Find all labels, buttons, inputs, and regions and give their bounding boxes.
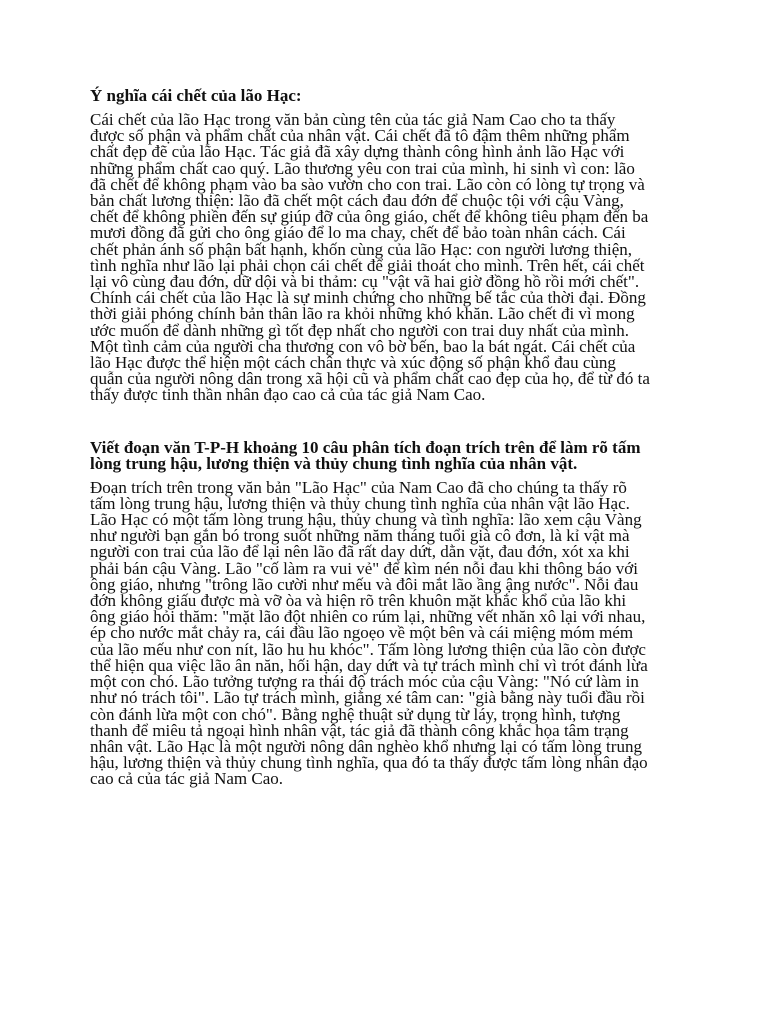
section-paragraph: Cái chết của lão Hạc trong văn bản cùng tên của tác giả Nam Cao cho ta thấy được số phận và phẩm chất của nhân vật. Cái chết đã tô đậm thêm những phẩm chất đẹp đẽ của lão Hạc. Tác giả đã xây dựng thành công hình ảnh lão Hạc với những phẩm chất cao quý. Lão thương yêu con trai của mình, hi sinh vì con: lão đã chết để không phạm vào ba sào vườn cho con trai. Lão còn có lòng tự trọng và bản chất lương thiện: lão đã chết một cách đau đớn để chuộc tội với cậu Vàng, chết để không phiền đến sự giúp đỡ của ông giáo, chết để không tiêu phạm đến ba mươi đồng đã gửi cho ông giáo để lo ma chay, chết để bảo toàn nhân cách. Cái chết phản ánh số phận bất hạnh, khốn cùng của lão Hạc: con người lương thiện, tình nghĩa như lão lại phải chọn cái chết để giải thoát cho mình. Trên hết, cái chết lại vô cùng đau đớn, dữ dội và bi thảm: cụ "vật vã hai giờ đồng hồ rồi mới chết". Chính cái chết của lão Hạc là sự minh chứng cho những bế tắc của thời đại. Đồng thời giải phóng chính bản thân lão ra khỏi những khó khăn. Lão chết đi vì mong ước muốn để dành những gì tốt đẹp nhất cho người con trai duy nhất của mình. Một tình cảm của người cha thương con vô bờ bến, bao la bát ngát. Cái chết của lão Hạc được thể hiện một cách chân thực và xúc động số phận khổ đau cùng quẫn của người nông dân trong xã hội cũ và phẩm chất cao đẹp của họ, để từ đó ta thấy được tinh thần nhân đạo cao cả của tác giả Nam Cao.	[90, 110, 650, 405]
section-paragraph-assignment	[90, 437, 650, 789]
document-page	[90, 88, 650, 788]
section-heading: Ý nghĩa cái chết của lão Hạc:	[90, 86, 302, 105]
section-meaning-of-death	[90, 88, 650, 404]
section-heading: Viết đoạn văn T-P-H khoảng 10 câu phân tích đoạn trích trên để làm rõ tấm lòng trung hậu, lương thiện và thủy chung tình nghĩa của nhân vật.	[90, 437, 641, 473]
section-paragraph: Đoạn trích trên trong văn bản "Lão Hạc" của Nam Cao đã cho chúng ta thấy rõ tấm lòng trung hậu, lương thiện và thủy chung tình nghĩa của nhân vật lão Hạc. Lão Hạc có một tấm lòng trung hậu, thủy chung và tình nghĩa: lão xem cậu Vàng như người bạn gắn bó trong suốt những năm tháng tuổi già cô đơn, là kỉ vật mà người con trai của lão để lại nên lão đã rất day dứt, dằn vặt, đau đớn, xót xa khi phải bán cậu Vàng. Lão "cố làm ra vui vẻ" để kìm nén nỗi đau khi thông báo với ông giáo, nhưng "trông lão cười như mếu và đôi mắt lão ầng ậng nước". Nỗi đau đớn không giấu được mà vỡ òa và hiện rõ trên khuôn mặt khắc khổ của lão khi ông giáo hỏi thăm: "mặt lão đột nhiên co rúm lại, những vết nhăn xô lại với nhau, ép cho nước mắt chảy ra, cái đầu lão ngoẹo về một bên và cái miệng móm mém của lão mếu như con nít, lão hu hu khóc". Tấm lòng lương thiện của lão còn được thể hiện qua việc lão ân năn, hối hận, day dứt và tự trách mình chỉ vì trót đánh lừa một con chó. Lão tưởng tượng ra thái độ trách móc của cậu Vàng: "Nó cứ làm in như nó trách tôi". Lão tự trách mình, giằng xé tâm can: "già bằng này tuổi đầu rồi còn đánh lừa một con chó". Bằng nghệ thuật sử dụng từ láy, trọng hình, tượng thanh để miêu tả ngoại hình nhân vật, tác giả đã thành công khắc họa tâm trạng nhân vật. Lão Hạc là một người nông dân nghèo khổ nhưng lại có tấm lòng trung hậu, lương thiện và thủy chung tình nghĩa, qua đó ta thấy được tấm lòng nhân đạo cao cả của tác giả Nam Cao.	[90, 477, 648, 789]
